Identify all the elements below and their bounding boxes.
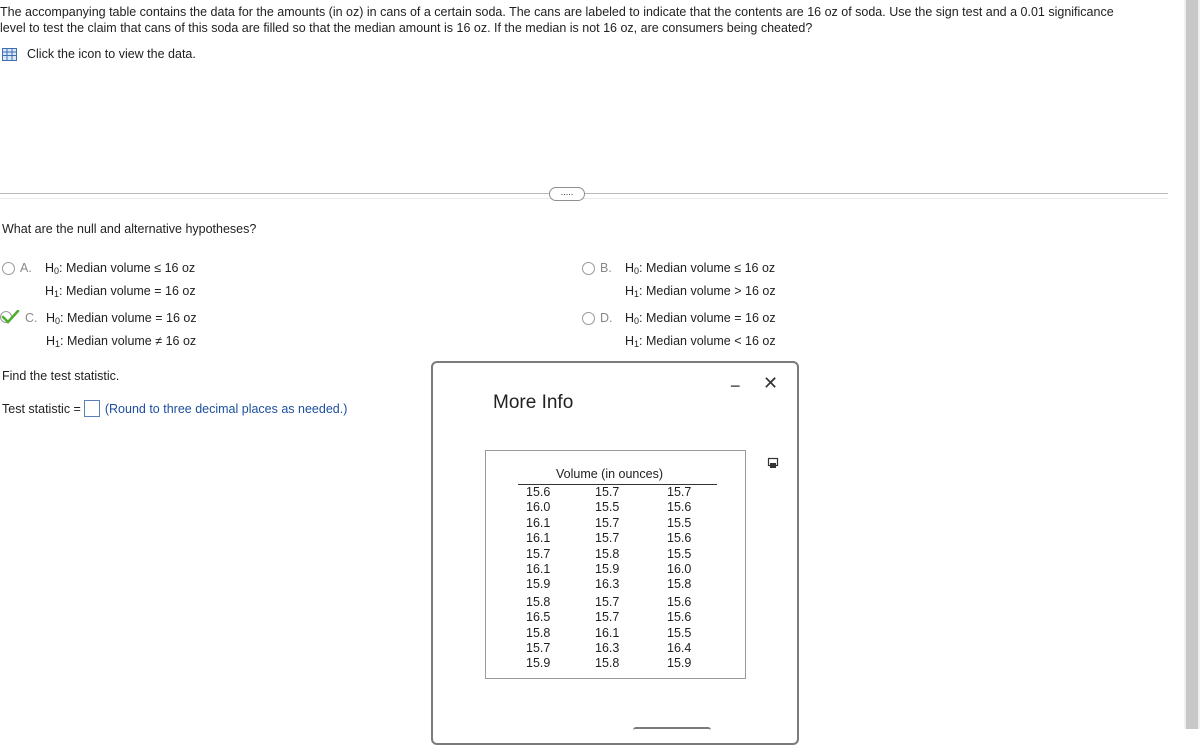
cell: 15.8 <box>595 546 620 561</box>
cell: 15.9 <box>526 577 551 592</box>
option-b-h1: $H_1$: Median volume > 16 oz <box>625 284 776 299</box>
radio-option-a[interactable] <box>2 262 15 275</box>
option-a-h0: $H_0$: Median volume ≤ 16 oz <box>45 261 196 276</box>
cell: 15.5 <box>595 500 620 515</box>
cell: 15.6 <box>667 531 692 546</box>
correct-check-icon[interactable] <box>0 310 20 324</box>
cell: 16.1 <box>526 531 551 546</box>
cell: 15.7 <box>595 531 620 546</box>
option-a[interactable] <box>2 258 196 304</box>
section-divider-shadow <box>0 198 1168 199</box>
cell: 15.7 <box>526 546 551 561</box>
cell: 16.5 <box>526 610 551 625</box>
cell: 15.6 <box>667 610 692 625</box>
cell: 15.6 <box>667 594 692 609</box>
cell: 15.5 <box>667 625 692 640</box>
test-statistic-label: Test statistic = <box>2 401 81 416</box>
cell: 16.0 <box>667 562 692 577</box>
option-c[interactable] <box>0 308 197 354</box>
cell: 15.9 <box>667 656 692 671</box>
cell: 15.7 <box>526 641 551 656</box>
cell: 15.6 <box>526 485 551 499</box>
cell: 15.9 <box>595 562 620 577</box>
option-b[interactable] <box>582 258 776 304</box>
radio-option-d[interactable] <box>582 312 595 325</box>
cell: 15.8 <box>595 656 620 671</box>
column-3 <box>667 485 691 672</box>
cell: 16.3 <box>595 641 620 656</box>
table-grid-icon[interactable] <box>2 48 17 61</box>
view-data-label[interactable]: Click the icon to view the data. <box>27 47 196 61</box>
option-a-h1: $H_1$: Median volume = 16 oz <box>45 284 196 299</box>
cell: 15.5 <box>667 546 692 561</box>
option-b-h0: $H_0$: Median volume ≤ 16 oz <box>625 261 776 276</box>
cell: 16.4 <box>667 641 692 656</box>
option-a-letter: A. <box>20 261 32 275</box>
option-c-letter: C. <box>25 311 38 325</box>
page-scrollbar-thumb[interactable] <box>1186 0 1198 729</box>
cell: 15.8 <box>526 625 551 640</box>
cell: 16.0 <box>526 500 551 515</box>
problem-statement <box>0 4 1150 36</box>
dialog-title: More Info <box>493 392 574 413</box>
dialog-action-button[interactable] <box>633 727 711 733</box>
cell: 16.3 <box>595 577 620 592</box>
test-statistic-row <box>2 400 347 417</box>
view-data-link[interactable] <box>2 47 196 61</box>
hypotheses-question <box>2 222 256 236</box>
question-prompt: What are the null and alternative hypotheses? <box>2 222 257 236</box>
option-d-h0: $H_0$: Median volume = 16 oz <box>625 311 776 326</box>
cell: 16.1 <box>595 625 620 640</box>
cell: 15.8 <box>667 577 692 592</box>
table-header: Volume (in ounces) <box>555 467 663 481</box>
copy-icon[interactable] <box>767 457 779 469</box>
cell: 16.1 <box>526 515 551 530</box>
cell: 15.7 <box>595 515 620 530</box>
cell: 15.8 <box>526 594 551 609</box>
cell: 15.9 <box>526 656 551 671</box>
radio-option-b[interactable] <box>582 262 595 275</box>
cell: 16.1 <box>526 562 551 577</box>
minimize-button[interactable]: − <box>730 376 741 396</box>
expand-more-button[interactable]: ..... <box>549 187 585 201</box>
column-2 <box>595 485 619 672</box>
test-statistic-prompt: Find the test statistic. <box>2 369 120 383</box>
cell: 15.7 <box>595 485 620 499</box>
problem-line-2: level to test the claim that cans of this soda are filled so that the median amount is 16 oz. If the median is not 16 oz, are consumers being cheated? <box>0 21 813 35</box>
cell: 15.5 <box>667 515 692 530</box>
cell: 15.7 <box>595 610 620 625</box>
option-d-h1: $H_1$: Median volume < 16 oz <box>625 334 776 349</box>
option-c-h0: $H_0$: Median volume = 16 oz <box>46 311 197 326</box>
option-d-letter: D. <box>600 311 613 325</box>
more-info-dialog <box>431 361 799 745</box>
test-statistic-input[interactable] <box>84 400 100 417</box>
option-b-letter: B. <box>600 261 612 275</box>
cell: 15.7 <box>595 594 620 609</box>
volume-data-table <box>485 450 746 679</box>
cell: 15.7 <box>667 485 692 499</box>
option-c-h1: $H_1$: Median volume ≠ 16 oz <box>46 334 197 349</box>
rounding-note: (Round to three decimal places as needed.) <box>104 401 348 416</box>
option-d[interactable] <box>582 308 776 354</box>
column-1 <box>526 485 550 672</box>
cell: 15.6 <box>667 500 692 515</box>
close-button[interactable]: ✕ <box>763 373 779 393</box>
problem-line-1: The accompanying table contains the data for the amounts (in oz) in cans of a certain soda. The cans are labeled to indicate that the contents are 16 oz of soda. Use the sign test and a 0.01 significance <box>0 5 1114 19</box>
